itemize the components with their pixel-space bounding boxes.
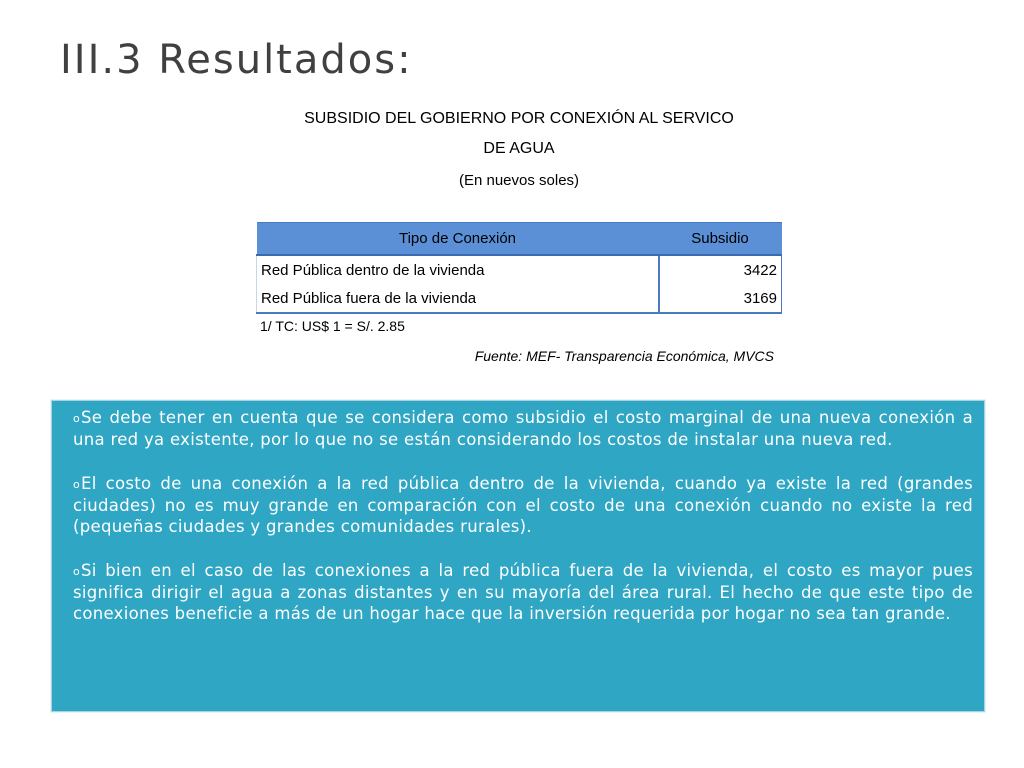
- bullet-text: Si bien en el caso de las conexiones a la red pública fuera de la vivienda, el costo es mayor pues significa dirigir el agua a zonas distantes y en su mayoría del área rural. El hecho de que este tipo de conexiones beneficie a más de un hogar hace que la inversión requerida por hogar no sea tan grande.: [73, 561, 973, 623]
- table-title-line1: SUBSIDIO DEL GOBIERNO POR CONEXIÓN AL SERVICO: [304, 110, 734, 127]
- bullet-paragraph: [73, 560, 973, 624]
- bullet-marker-icon: o: [73, 412, 81, 425]
- table-row: [257, 255, 782, 284]
- column-header-subsidy: Subsidio: [659, 223, 782, 256]
- table-header-row: [257, 223, 782, 256]
- column-header-connection-type: Tipo de Conexión: [257, 223, 659, 256]
- exchange-rate-note: 1/ TC: US$ 1 = S/. 2.85: [260, 318, 405, 334]
- subsidy-table: [256, 222, 782, 314]
- table-title-line2: DE AGUA: [483, 140, 555, 157]
- findings-box: [51, 400, 985, 712]
- bullet-marker-icon: o: [73, 565, 81, 578]
- subsidy-value-cell: 3422: [659, 255, 782, 284]
- connection-type-cell: Red Pública dentro de la vivienda: [257, 255, 659, 284]
- connection-type-cell: Red Pública fuera de la vivienda: [257, 284, 659, 313]
- bullet-paragraph: [73, 407, 973, 450]
- bullet-marker-icon: o: [73, 478, 81, 491]
- table-row: [257, 284, 782, 313]
- table-subtitle: (En nuevos soles): [458, 172, 580, 189]
- bullet-paragraph: [73, 473, 973, 537]
- slide-title: III.3 Resultados:: [60, 37, 413, 83]
- subsidy-value-cell: 3169: [659, 284, 782, 313]
- source-citation: Fuente: MEF- Transparencia Económica, MVCS: [474, 348, 774, 364]
- bullet-text: El costo de una conexión a la red pública dentro de la vivienda, cuando ya existe la red (grandes ciudades) no es muy grande en comparación con el costo de una conexión cuando no existe la red (pequeñas ciudades y grandes comunidades rurales).: [73, 474, 973, 536]
- bullet-text: Se debe tener en cuenta que se considera como subsidio el costo marginal de una nueva conexión a una red ya existente, por lo que no se están considerando los costos de instalar una nueva red.: [73, 408, 973, 449]
